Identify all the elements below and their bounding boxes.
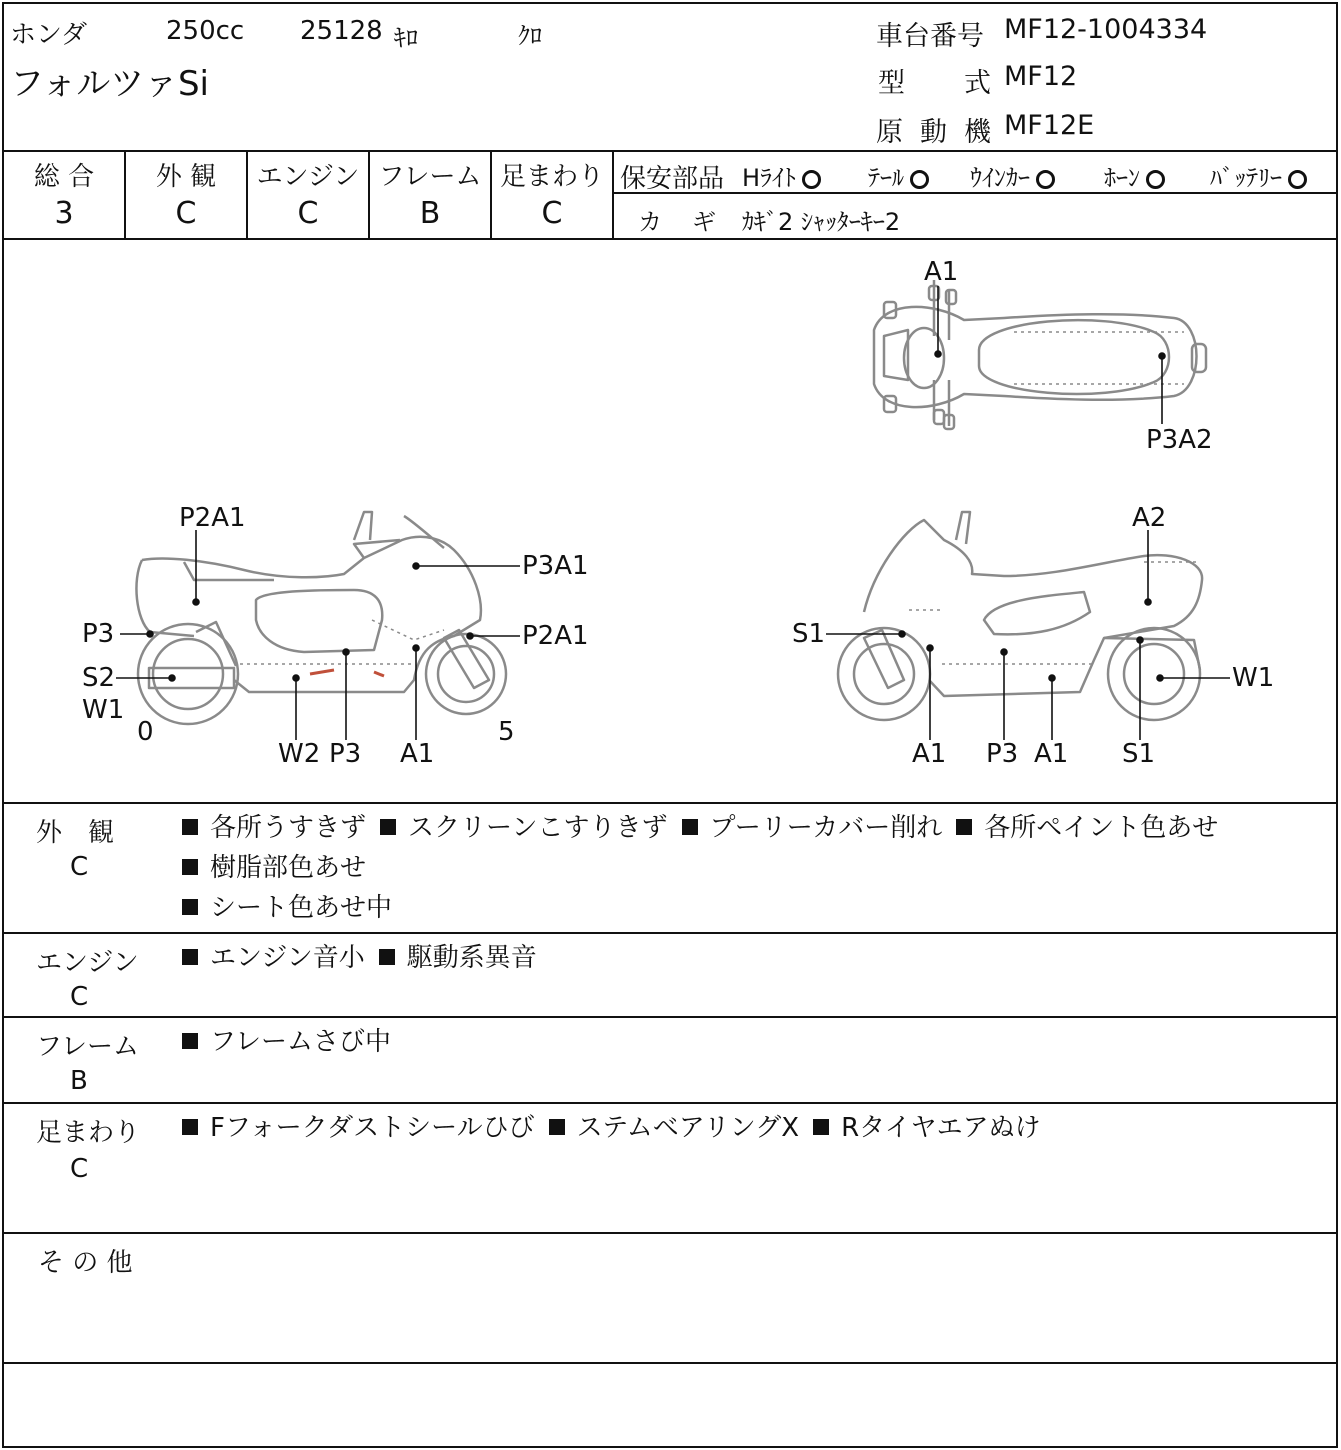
label-left-w2: W2 [278,739,321,769]
square-bullet-icon [379,949,395,965]
list-item: 駆動系異音 [379,938,537,978]
remark-exterior-label: 外 観 [36,818,115,848]
square-bullet-icon [182,819,198,835]
frame-grade: B [419,196,441,231]
divider [4,1232,1336,1234]
list-item: シート色あせ中 [182,888,392,928]
mileage-unit: ｷﾛ [394,24,418,52]
ok-circle-icon [1288,170,1307,189]
ok-circle-icon [1146,170,1165,189]
remark-exterior-grade: C [70,852,89,882]
key-value: ｶｷﾞ2 ｼｬｯﾀｰｷｰ2 [742,208,901,236]
tail-label: ﾃｰﾙ [868,164,904,192]
overall-label: 総 合 [33,162,95,192]
label-right-a2: A2 [1132,503,1167,533]
maker: ホンダ [10,20,87,50]
remark-engine-label: エンジン [36,948,139,978]
scooter-top-view [874,280,1206,429]
frame-no-label: 車台番号 [876,21,984,52]
divider [4,1362,1336,1364]
list-item: Fフォークダストシールひび [182,1108,535,1148]
remark-suspension-label: 足まわり [36,1118,141,1148]
label-left-0: 0 [137,717,154,747]
engine-value: MF12E [1004,110,1095,141]
square-bullet-icon [549,1119,565,1135]
label-left-w1: W1 [82,695,125,725]
square-bullet-icon [182,1033,198,1049]
label-left-s2: S2 [82,663,116,693]
engine-label: エンジン [256,162,360,192]
engine-label-3: 機 [964,117,991,148]
remark-other-label: そ の 他 [38,1248,133,1278]
color: ｸﾛ [518,22,542,50]
overall-grade: 3 [54,196,74,231]
exterior-grade: C [175,196,197,231]
label-left-p2a1: P2A1 [179,503,246,533]
ok-circle-icon [910,170,929,189]
label-left-p3: P3 [82,619,115,649]
square-bullet-icon [182,859,198,875]
label-right-s1-2: S1 [1122,739,1156,769]
list-item: エンジン音小 [182,938,365,978]
type-label-1: 型 [878,68,905,99]
scratch-mark [310,670,384,676]
ok-circle-icon [1036,170,1055,189]
suspension-label: 足まわり [499,162,604,192]
type-value: MF12 [1004,61,1078,92]
remark-exterior-items [182,808,1332,928]
damage-diagram [4,240,1336,802]
mileage: 25128 [300,16,383,46]
horn-label: ﾎｰﾝ [1104,164,1140,192]
scooter-left-side [136,512,506,724]
safety-winker [970,158,1055,193]
label-right-p3: P3 [986,739,1019,769]
key-label-1: カ [638,208,662,236]
remark-frame-label: フレーム [36,1032,139,1062]
remark-frame-items [182,1022,1332,1062]
engine-label-1: 原 [876,117,903,148]
label-right-w1: W1 [1232,663,1275,693]
safety-battery [1210,158,1307,193]
key-label-2: ギ [692,208,716,236]
winker-label: ｳｲﾝｶｰ [970,164,1030,192]
square-bullet-icon [682,819,698,835]
list-item: 樹脂部色あせ [182,848,366,888]
frame-no: MF12-1004334 [1004,14,1208,45]
divider [4,802,1336,804]
list-item: スクリーンこすりきず [380,808,667,848]
suspension-grade: C [541,196,563,231]
remark-frame-grade: B [70,1066,88,1096]
exterior-label: 外 観 [155,162,217,192]
list-item: Rタイヤエアぬけ [813,1108,1041,1148]
label-right-a1-2: A1 [1034,739,1069,769]
frame-label: フレーム [378,162,482,192]
square-bullet-icon [813,1119,829,1135]
headlight-label: Hﾗｲﾄ [742,164,797,192]
label-right-s1: S1 [792,619,826,649]
remark-suspension-grade: C [70,1154,89,1184]
label-left-a1: A1 [400,739,435,769]
divider [4,932,1336,934]
list-item: 各所うすきず [182,808,366,848]
engine-label-2: 動 [920,117,947,148]
list-item: 各所ペイント色あせ [956,808,1218,848]
remark-engine-items [182,938,1332,978]
label-top-p3a2: P3A2 [1146,425,1213,455]
list-item: ステムベアリングX [549,1108,799,1148]
inspection-sheet [2,2,1338,1448]
battery-label: ﾊﾞｯﾃﾘｰ [1210,164,1282,192]
engine-grade: C [297,196,319,231]
divider [4,1102,1336,1104]
label-top-a1: A1 [924,257,959,287]
square-bullet-icon [182,899,198,915]
label-left-p2a1-2: P2A1 [522,621,589,651]
label-left-p3a1: P3A1 [522,551,589,581]
divider [4,1016,1336,1018]
ok-circle-icon [802,170,821,189]
label-right-a1: A1 [912,739,947,769]
safety-label: 保安部品 [620,164,725,194]
model-name: フォルツァSi [10,64,209,104]
remark-engine-grade: C [70,982,89,1012]
list-item: フレームさび中 [182,1022,391,1062]
displacement: 250cc [166,16,245,46]
square-bullet-icon [956,819,972,835]
square-bullet-icon [182,1119,198,1135]
divider [4,150,1336,152]
square-bullet-icon [182,949,198,965]
square-bullet-icon [380,819,396,835]
safety-horn [1104,158,1165,193]
type-label-2: 式 [964,68,991,99]
divider [612,150,614,238]
label-left-5: 5 [498,717,515,747]
remark-suspension-items [182,1108,1332,1148]
safety-tail [868,158,929,193]
label-left-p3-2: P3 [329,739,362,769]
list-item: プーリーカバー削れ [682,808,943,848]
safety-headlight [742,158,821,193]
